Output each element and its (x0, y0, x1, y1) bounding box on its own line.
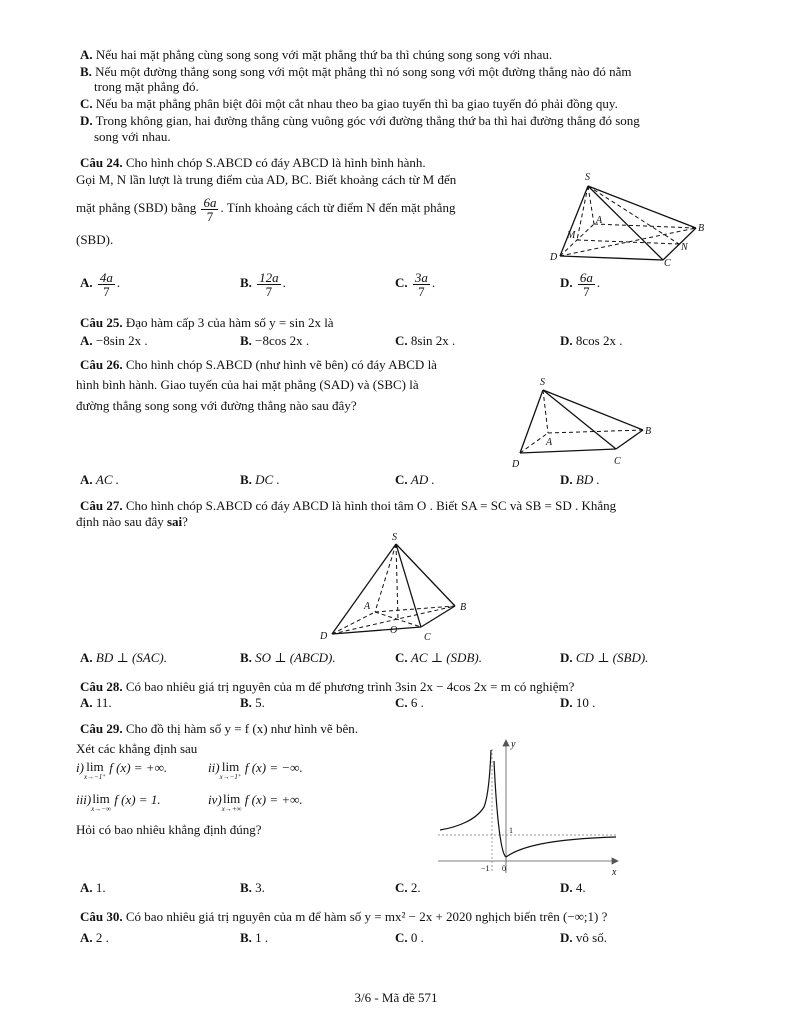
q24-option-c: C. $\frac{3a}{7}$ . (395, 269, 436, 299)
q28-question: Câu 28. Có bao nhiêu giá trị nguyên của m để phương trình 3sin 2x − 4cos 2x = m có nghiệm? (80, 679, 575, 694)
q23-option-d-cont: song với nhau. (94, 129, 171, 144)
q24-label-m: M (567, 230, 576, 241)
q28-option-d: D. 10 . (560, 695, 596, 710)
q29-statement-2: ii) lim x→−1⁺ f (x) = −∞. (208, 759, 303, 781)
q25-option-d: D. 8cos 2x . (560, 333, 623, 348)
q24-label-c: C (664, 258, 671, 268)
q24-line4: (SBD). (76, 232, 114, 247)
q28-option-c: C. 6 . (395, 695, 424, 710)
q29-statement-3: iii)lim x→−∞ f (x) = 1. (76, 791, 161, 813)
q24-label-n: N (681, 242, 688, 253)
q28-option-a: A. 11. (80, 695, 112, 710)
q24-option-b: B. $\frac{12a}{7}$ . (240, 269, 286, 299)
q26-line2: hình bình hành. Giao tuyến của hai mặt phẳng (SAD) và (SBC) là (76, 377, 419, 392)
q29-curve-right (494, 761, 616, 857)
q26-option-a: A. AC . (80, 472, 120, 487)
q27-pyramid-figure (318, 530, 478, 645)
q26-label-d: D (512, 459, 520, 470)
q27-option-b: B. SO ⊥ (ABCD). (240, 650, 336, 665)
q29-curve-left (440, 750, 491, 830)
q24-fraction: $\frac{6a}{7}$ (203, 194, 217, 224)
q28-option-b: B. 5. (240, 695, 265, 710)
q24-label-b: B (698, 223, 705, 234)
q25-option-a: A. −8sin 2x . (80, 333, 148, 348)
q23-option-c: C. Nếu ba mặt phẳng phân biệt đôi một cắt nhau theo ba giao tuyến thì ba giao tuyến đó phải đồng quy. (80, 96, 618, 111)
q29-line1: Câu 29. Cho đồ thị hàm số y = f (x) như hình vẽ bên. (80, 721, 358, 736)
q30-option-d: D. vô số. (560, 930, 607, 945)
q23-option-b-cont: trong mặt phẳng đó. (94, 79, 199, 94)
q24-label-s: S (585, 172, 590, 183)
q26-line1: Câu 26. Cho hình chóp S.ABCD (như hình vẽ bên) có đáy ABCD là (80, 357, 437, 372)
q26-pyramid-figure (508, 375, 668, 470)
q27-label-a: A (364, 601, 371, 612)
q29-origin: 0 (502, 864, 506, 873)
q23-option-b: B. Nếu một đường thẳng song song với một mặt phẳng thì nó song song với một đường thẳng nào đó nằm (80, 64, 632, 79)
q24-line2: Gọi M, N lần lượt là trung điểm của AD, BC. Biết khoảng cách từ M đến (76, 172, 457, 187)
q29-tick-one: 1 (509, 826, 513, 835)
q29-option-d: D. 4. (560, 880, 586, 895)
q23-option-d: D. Trong không gian, hai đường thẳng cùng vuông góc với đường thẳng thứ ba thì hai đường thẳng đó song (80, 113, 640, 128)
q29-option-b: B. 3. (240, 880, 265, 895)
q24-line3: mặt phẳng (SBD) bằng $\frac{6a}{7}$ . Tính khoảng cách từ điểm N đến mặt phẳng (76, 194, 456, 224)
q29-statement-1: i) lim x→−1⁺ f (x) = +∞. (76, 759, 168, 781)
q30-question: Câu 30. Có bao nhiêu giá trị nguyên của m để hàm số y = mx² − 2x + 2020 nghịch biến trên (−∞;1) ? (80, 909, 608, 924)
q24-pyramid-figure (548, 168, 708, 268)
q24-option-d: D. $\frac{6a}{7}$ . (560, 269, 601, 299)
q27-label-s: S (392, 532, 397, 543)
q29-line2: Xét các khẳng định sau (76, 741, 198, 756)
q27-label-c: C (424, 632, 431, 643)
q27-line2: định nào sau đây sai? (76, 514, 188, 529)
q29-axis-y-label: y (511, 739, 516, 750)
q26-label-b: B (645, 426, 652, 437)
q27-option-c: C. AC ⊥ (SDB). (395, 650, 482, 665)
q27-option-a: A. BD ⊥ (SAC). (80, 650, 167, 665)
q25-question: Câu 25. Đạo hàm cấp 3 của hàm số y = sin 2x là (80, 315, 334, 330)
q30-option-b: B. 1 . (240, 930, 269, 945)
q26-option-c: C. AD . (395, 472, 435, 487)
q29-function-graph (438, 735, 623, 875)
q27-line1: Câu 27. Cho hình chóp S.ABCD có đáy ABCD là hình thoi tâm O . Biết SA = SC và SB = SD . Khẳng (80, 498, 617, 513)
q30-option-c: C. 0 . (395, 930, 424, 945)
q27-label-d: D (320, 631, 328, 642)
q26-label-a: A (546, 437, 553, 448)
q27-label-o: O (390, 625, 398, 636)
q23-option-a: A. Nếu hai mặt phẳng cùng song song với mặt phẳng thứ ba thì chúng song song với nhau. (80, 47, 553, 62)
page-footer: 3/6 - Mã đề 571 (354, 990, 438, 1005)
q29-option-a: A. 1. (80, 880, 106, 895)
q29-axis-x-label: x (612, 867, 617, 875)
q29-option-c: C. 2. (395, 880, 421, 895)
q29-statement-4: iv)lim x→+∞ f (x) = +∞. (208, 791, 303, 813)
q27-label-b: B (460, 602, 467, 613)
q24-label-a: A (596, 215, 603, 226)
q24-label-d: D (550, 252, 558, 263)
q26-label-c: C (614, 456, 621, 467)
q25-option-c: C. 8sin 2x . (395, 333, 456, 348)
q26-option-d: D. BD . (560, 472, 600, 487)
q27-option-d: D. CD ⊥ (SBD). (560, 650, 649, 665)
q26-line3: đường thẳng song song với đường thẳng nào sau đây? (76, 398, 357, 413)
q29-tick-minus-one: −1 (481, 864, 490, 873)
q26-label-s: S (540, 377, 545, 388)
q25-option-b: B. −8cos 2x . (240, 333, 310, 348)
q24-line1: Câu 24. Cho hình chóp S.ABCD có đáy ABCD là hình bình hành. (80, 155, 426, 170)
q29-question: Hỏi có bao nhiêu khẳng định đúng? (76, 822, 262, 837)
q26-option-b: B. DC . (240, 472, 280, 487)
q24-option-a: A. $\frac{4a}{7}$ . (80, 269, 121, 299)
q30-option-a: A. 2 . (80, 930, 109, 945)
